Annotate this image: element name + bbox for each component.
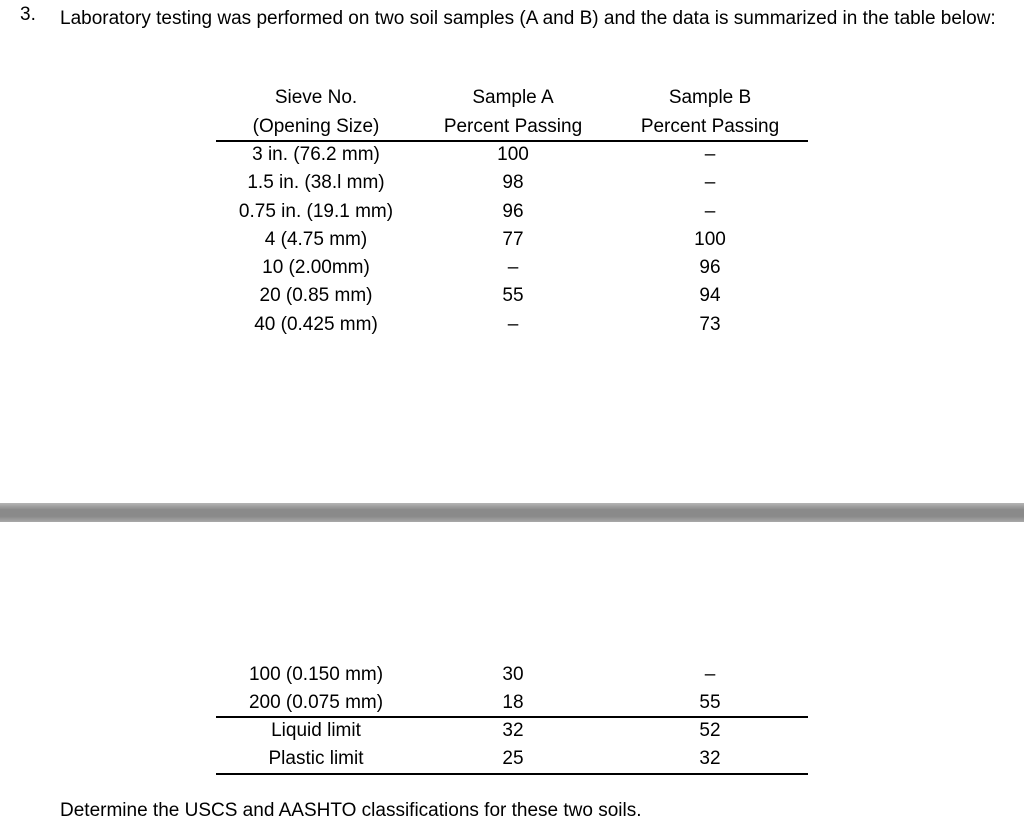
table-header (216, 84, 808, 141)
sieve-cell: 1.5 in. (38.l mm) (247, 172, 385, 194)
header-sample-b: Sample B (668, 87, 752, 108)
limits-table-body (216, 717, 808, 774)
table-row (216, 661, 808, 689)
sample-b-cell: 32 (699, 748, 721, 770)
sieve-cell: Liquid limit (271, 720, 361, 741)
table-row (216, 745, 808, 773)
sample-b-cell: 94 (699, 285, 721, 307)
upper-table-body (216, 141, 808, 339)
header-opening-size: (Opening Size) (252, 115, 380, 137)
sample-a-cell: – (507, 313, 519, 335)
table-row (216, 689, 808, 717)
sieve-cell: 10 (2.00mm) (262, 257, 370, 279)
table-bottom-rule (216, 773, 808, 775)
table-row (216, 282, 808, 310)
sieve-cell: 20 (0.85 mm) (259, 285, 373, 307)
question-text: Determine the USCS and AASHTO classifications for these two soils. (60, 800, 642, 821)
page-break-divider (0, 503, 1024, 522)
sample-b-cell: 96 (699, 257, 721, 279)
sample-a-cell: 77 (502, 228, 524, 250)
sample-a-cell: 96 (502, 200, 524, 222)
sample-a-cell: 18 (502, 692, 524, 714)
sample-a-cell: 25 (502, 748, 524, 770)
sample-a-cell: – (507, 257, 519, 279)
sample-b-cell: – (704, 200, 716, 222)
sieve-cell: 100 (0.150 mm) (248, 664, 384, 685)
header-row-2 (216, 113, 808, 142)
sieve-cell: 0.75 in. (19.1 mm) (238, 200, 394, 222)
sample-a-cell: 32 (502, 720, 524, 741)
table-row (216, 254, 808, 282)
table-row (216, 169, 808, 197)
sieve-cell: 4 (4.75 mm) (264, 228, 368, 250)
sample-b-cell: 52 (699, 720, 721, 741)
sample-b-cell: 73 (699, 313, 721, 335)
sample-b-cell: – (704, 664, 716, 685)
header-sample-a: Sample A (472, 87, 554, 108)
sieve-cell: Plastic limit (268, 748, 364, 770)
table-row (216, 141, 808, 169)
sample-a-cell: 55 (502, 285, 524, 307)
header-sieve: Sieve No. (274, 87, 358, 108)
sample-a-cell: 98 (502, 172, 524, 194)
lower-table-body (216, 661, 808, 718)
sample-b-cell: 55 (699, 692, 721, 714)
problem-intro: Laboratory testing was performed on two soil samples (A and B) and the data is summarized in the table below: (60, 8, 996, 29)
sample-a-cell: 100 (497, 144, 529, 165)
table-row (216, 226, 808, 254)
sieve-cell: 3 in. (76.2 mm) (252, 144, 380, 165)
table-row (216, 311, 808, 339)
sample-a-cell: 30 (502, 664, 524, 685)
header-percent-passing-b: Percent Passing (640, 115, 780, 137)
header-row-1 (216, 84, 808, 113)
sieve-cell: 200 (0.075 mm) (248, 692, 384, 714)
sample-b-cell: – (704, 144, 716, 165)
table-row (216, 198, 808, 226)
sieve-cell: 40 (0.425 mm) (254, 313, 378, 335)
problem-number: 3. (20, 4, 36, 25)
sample-b-cell: – (704, 172, 716, 194)
header-percent-passing-a: Percent Passing (443, 115, 583, 137)
sample-b-cell: 100 (694, 228, 726, 250)
table-row (216, 717, 808, 745)
